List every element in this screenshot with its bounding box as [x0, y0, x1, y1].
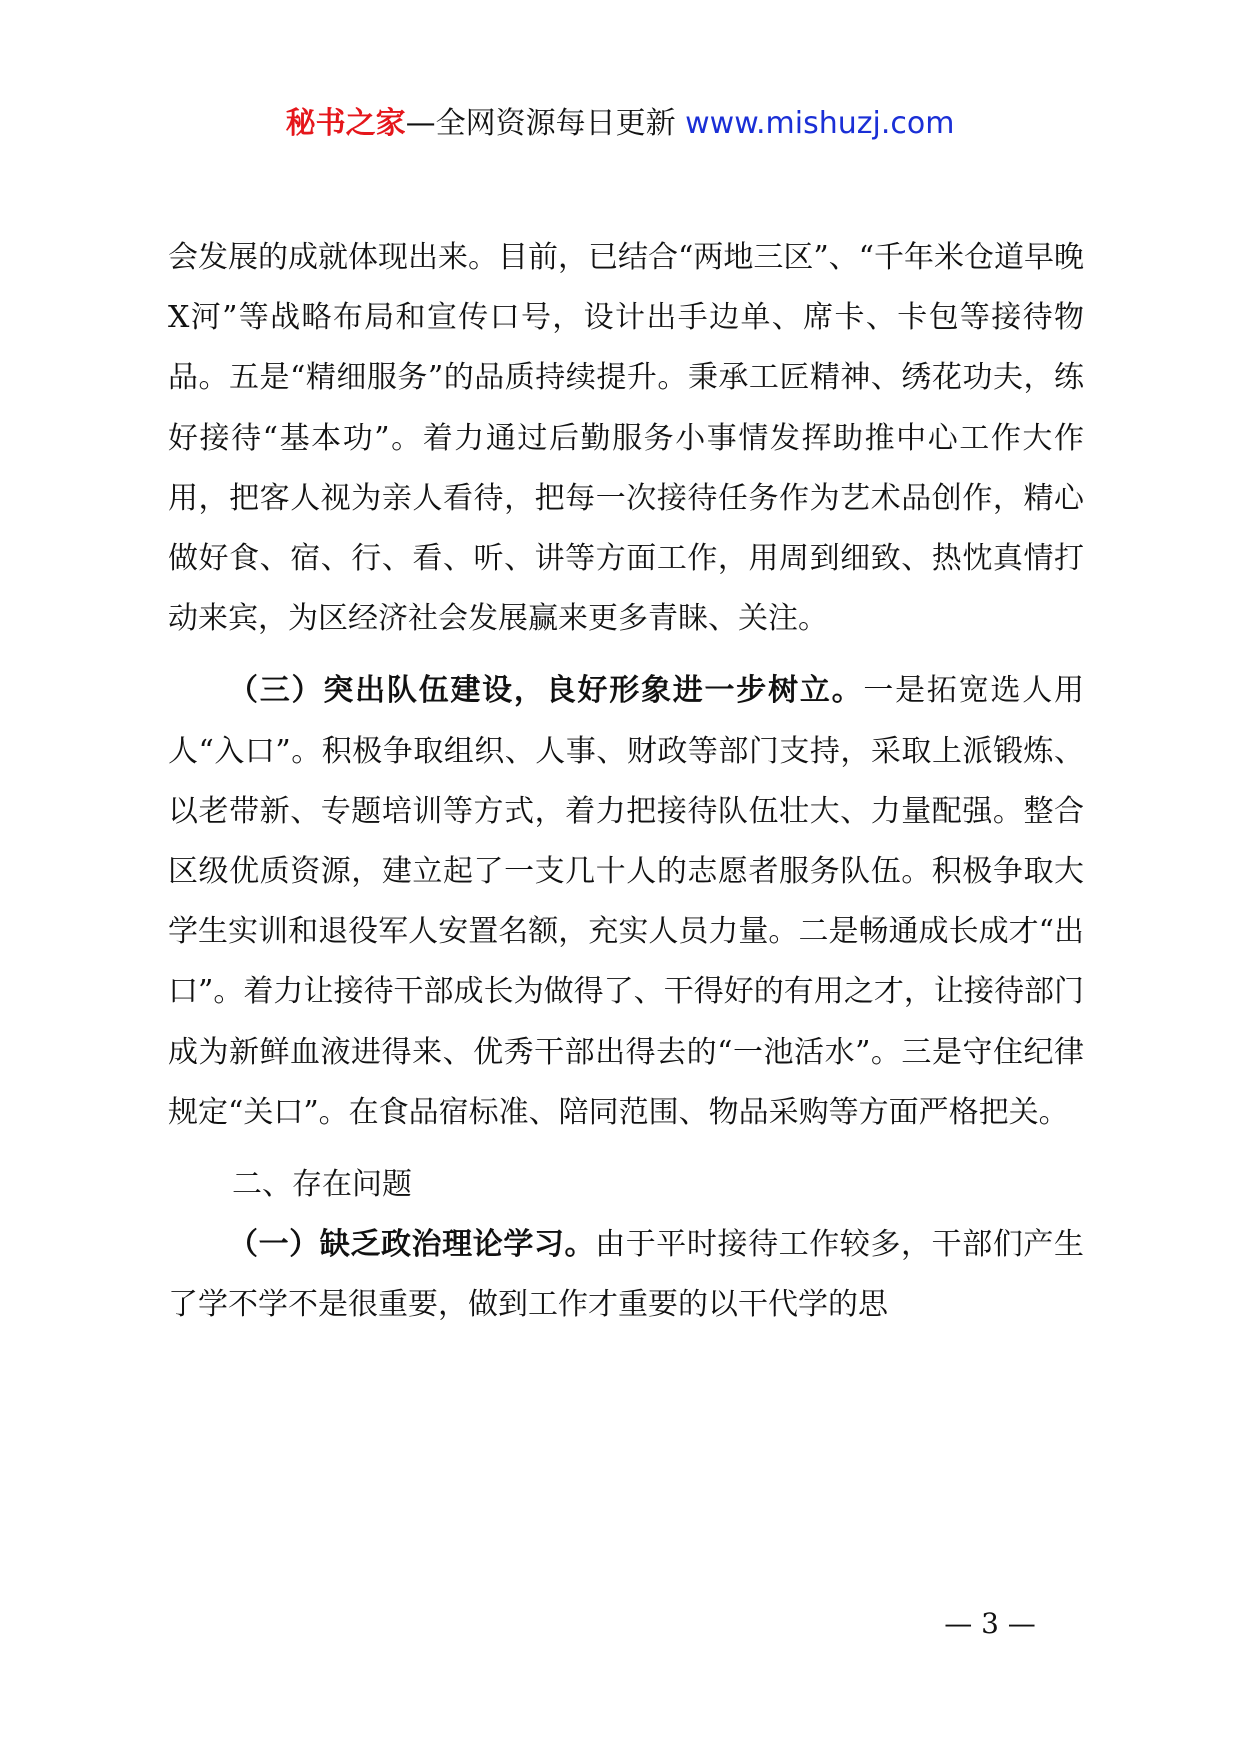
brand-name: 秘书之家 [285, 106, 406, 141]
paragraph-lead-heading: （一）缺乏政治理论学习。 [228, 1227, 596, 1263]
section-heading: 二、存在问题 [232, 1167, 412, 1203]
paragraph-continuation: 会发展的成就体现出来。目前，已结合“两地三区”、“千年米仓道早晚X河”等战略布局和宣传口号，设计出手边单、席卡、卡包等接待物品。五是“精细服务”的品质持续提升。秉承工匠精神、绣花功夫，练好接待“基本功”。着力通过后勤服务小事情发挥助推中心工作大作用，把客人视为亲人看待，把每一次接待任务作为艺术品创作，精心做好食、宿、行、看、听、讲等方面工作，用周到细致、热忱真情打动来宾，为区经济社会发展赢来更多青睐、关注。 [168, 240, 1085, 637]
document-body [168, 228, 1084, 1335]
banner-url[interactable]: www.mishuzj.com [685, 106, 955, 141]
paragraph-problem-one [168, 1215, 1084, 1335]
site-banner [0, 104, 1240, 144]
paragraph-lead-heading: （三）突出队伍建设，良好形象进一步树立。 [228, 673, 864, 709]
paragraph-text: 由于平时接待工作较多，干部们产生了学不学不是很重要，做到工作才重要的以干代学的思 [168, 1227, 1085, 1323]
paragraph-text: 一是拓宽选人用人“入口”。积极争取组织、人事、财政等部门支持，采取上派锻炼、以老带新、专题培训等方式，着力把接待队伍壮大、力量配强。整合区级优质资源，建立起了一支几十人的志愿者服务队伍。积极争取大学生实训和退役军人安置名额，充实人员力量。二是畅通成长成才“出口”。着力让接待干部成长为做得了、干得好的有用之才，让接待部门成为新鲜血液进得来、优秀干部出得去的“一池活水”。三是守住纪律规定“关口”。在食品宿标准、陪同范围、物品采购等方面严格把关。 [168, 673, 1085, 1130]
paragraph-team-building [168, 661, 1084, 1143]
page-number: — 3 — [944, 1607, 1036, 1640]
banner-slogan: —全网资源每日更新 [405, 106, 686, 141]
